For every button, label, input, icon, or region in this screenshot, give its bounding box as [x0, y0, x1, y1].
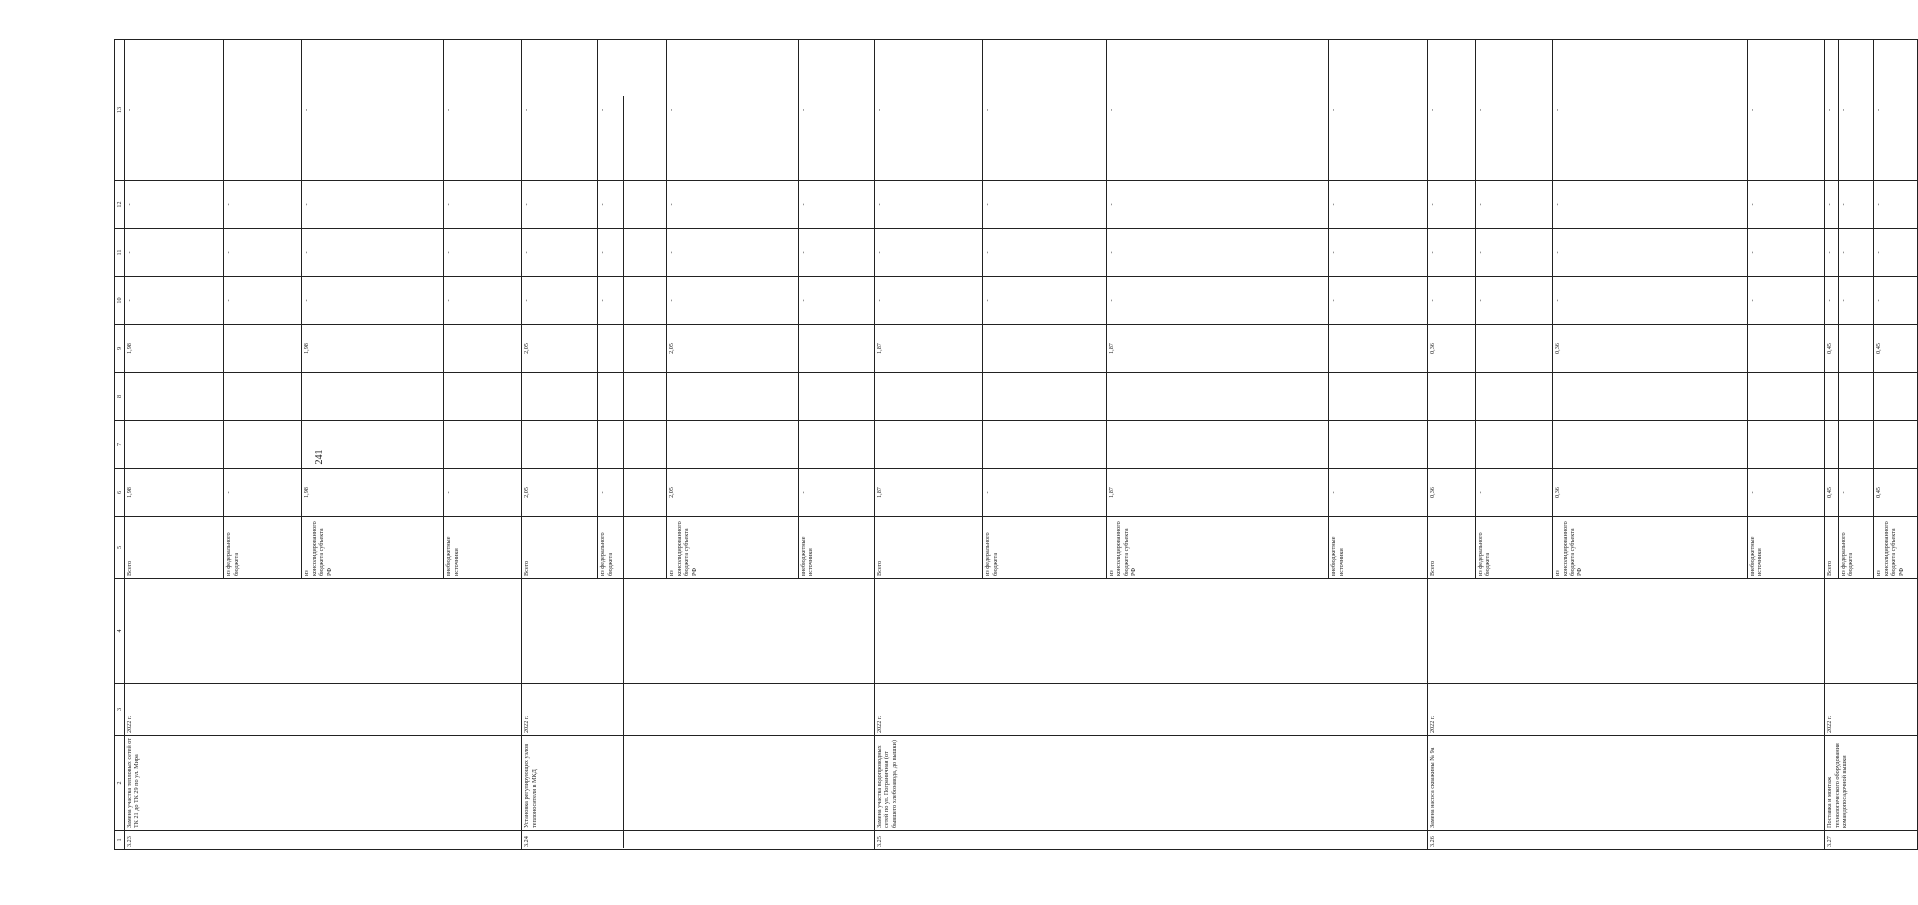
value-cell: -	[1428, 229, 1476, 277]
value-cell: 1,87	[1106, 469, 1328, 517]
value-cell: -	[798, 469, 874, 517]
value-cell	[1475, 373, 1552, 421]
value-cell: -	[874, 181, 983, 229]
value-cell: -	[598, 181, 667, 229]
funding-source: внебюджетные источники	[1747, 517, 1824, 579]
value-cell: -	[224, 469, 302, 517]
value-cell: -	[667, 277, 798, 325]
value-cell: 0,45	[1874, 469, 1917, 517]
header-row	[115, 40, 125, 850]
table-row	[1825, 40, 1839, 850]
header-cell: 5	[115, 517, 125, 579]
value-cell: -	[125, 277, 224, 325]
value-cell	[444, 325, 522, 373]
funding-source: из федерального бюджета	[1838, 517, 1873, 579]
value-cell: -	[522, 181, 598, 229]
value-cell: -	[1329, 40, 1428, 181]
value-cell	[598, 373, 667, 421]
header-cell: 10	[115, 277, 125, 325]
value-cell: -	[983, 181, 1107, 229]
value-cell	[1106, 373, 1328, 421]
item-name: Поставка и монтаж технологического оборудования командопосадочной вышки	[1825, 736, 1917, 831]
header-cell: 6	[115, 469, 125, 517]
funding-source: внебюджетные источники	[1329, 517, 1428, 579]
value-cell	[302, 373, 444, 421]
value-cell: -	[1874, 40, 1917, 181]
value-cell: -	[1747, 277, 1824, 325]
value-cell: -	[1475, 181, 1552, 229]
value-cell	[1428, 421, 1476, 469]
value-cell: -	[444, 229, 522, 277]
value-cell	[1825, 421, 1839, 469]
value-cell: -	[125, 181, 224, 229]
funding-source: из федерального бюджета	[1475, 517, 1552, 579]
value-cell: -	[444, 469, 522, 517]
value-cell	[224, 421, 302, 469]
value-cell: -	[444, 40, 522, 181]
funding-source: из консолидированного бюджета субъекта РФ	[1553, 517, 1748, 579]
value-cell	[1428, 373, 1476, 421]
value-cell: -	[1825, 181, 1839, 229]
value-cell: -	[302, 181, 444, 229]
value-cell	[1329, 325, 1428, 373]
value-cell: 0,45	[1825, 469, 1839, 517]
value-cell: 2,05	[667, 325, 798, 373]
item-empty	[1428, 579, 1825, 684]
value-cell: -	[1106, 229, 1328, 277]
value-cell	[302, 421, 444, 469]
item-empty	[1825, 579, 1917, 684]
value-cell	[1747, 373, 1824, 421]
value-cell: -	[1874, 277, 1917, 325]
value-cell	[1874, 373, 1917, 421]
value-cell: -	[983, 229, 1107, 277]
value-cell: -	[1475, 277, 1552, 325]
funding-source: внебюджетные источники	[798, 517, 874, 579]
value-cell: -	[1838, 277, 1873, 325]
value-cell	[667, 421, 798, 469]
rotated-table-wrapper	[114, 40, 1905, 850]
item-number: 3.24	[522, 831, 875, 850]
value-cell: 0,36	[1553, 325, 1748, 373]
value-cell: -	[1874, 229, 1917, 277]
value-cell: 1,98	[125, 469, 224, 517]
value-cell: -	[224, 229, 302, 277]
value-cell: -	[798, 40, 874, 181]
header-cell: 3	[115, 684, 125, 736]
value-cell: -	[667, 40, 798, 181]
value-cell: 2,05	[522, 325, 598, 373]
value-cell: -	[1475, 229, 1552, 277]
value-cell	[874, 421, 983, 469]
item-number: 3.26	[1428, 831, 1825, 850]
value-cell	[983, 325, 1107, 373]
item-number: 3.27	[1825, 831, 1917, 850]
item-name: Установка регулирующих узлов теплоносителя в МКД	[522, 736, 875, 831]
header-cell: 8	[115, 373, 125, 421]
item-year: 2022 г.	[125, 684, 522, 736]
value-cell	[598, 421, 667, 469]
value-cell: -	[224, 181, 302, 229]
table-body	[115, 40, 1918, 850]
item-name: Замена насоса скважины № 9а	[1428, 736, 1825, 831]
value-cell: -	[125, 229, 224, 277]
value-cell	[1874, 421, 1917, 469]
value-cell: 1,87	[1106, 325, 1328, 373]
value-cell	[1838, 325, 1873, 373]
value-cell: -	[874, 229, 983, 277]
value-cell: 0,36	[1428, 469, 1476, 517]
value-cell	[1747, 325, 1824, 373]
value-cell: -	[1428, 277, 1476, 325]
value-cell: -	[1106, 40, 1328, 181]
value-cell: -	[444, 277, 522, 325]
value-cell: -	[798, 229, 874, 277]
value-cell	[798, 325, 874, 373]
funding-source: из консолидированного бюджета субъекта РФ	[302, 517, 444, 579]
item-name: Замена участка водопроводных сетей по ул. Пограничная (от бывшего хлебозавода, до вышки)	[874, 736, 1427, 831]
value-cell: -	[1825, 40, 1839, 181]
value-cell: -	[983, 277, 1107, 325]
value-cell: -	[798, 181, 874, 229]
value-cell	[224, 373, 302, 421]
value-cell	[125, 421, 224, 469]
value-cell: 0,45	[1825, 325, 1839, 373]
header-cell: 11	[115, 229, 125, 277]
value-cell: -	[1747, 40, 1824, 181]
value-cell: -	[1428, 40, 1476, 181]
value-cell: -	[1428, 181, 1476, 229]
value-cell: -	[1329, 229, 1428, 277]
value-cell: -	[1475, 40, 1552, 181]
value-cell: -	[302, 40, 444, 181]
value-cell: -	[1553, 229, 1748, 277]
header-cell: 13	[115, 40, 125, 181]
funding-source: Всего	[1825, 517, 1839, 579]
value-cell	[798, 373, 874, 421]
item-year: 2022 г.	[522, 684, 875, 736]
value-cell	[1838, 373, 1873, 421]
funding-source: из федерального бюджета	[224, 517, 302, 579]
value-cell: -	[1825, 229, 1839, 277]
funding-source: из консолидированного бюджета субъекта РФ	[1106, 517, 1328, 579]
page-number: 241	[314, 449, 325, 465]
value-cell: 2,05	[667, 469, 798, 517]
value-cell: -	[1106, 181, 1328, 229]
item-year: 2022 г.	[874, 684, 1427, 736]
value-cell	[1106, 421, 1328, 469]
value-cell: -	[598, 229, 667, 277]
value-cell: -	[667, 229, 798, 277]
table-row	[522, 40, 598, 850]
funding-source: Всего	[1428, 517, 1476, 579]
funding-source: из федерального бюджета	[598, 517, 667, 579]
value-cell: -	[598, 40, 667, 181]
item-number: 3.23	[125, 831, 522, 850]
item-empty	[874, 579, 1427, 684]
value-cell: -	[798, 277, 874, 325]
value-cell	[1747, 421, 1824, 469]
value-cell: 0,36	[1553, 469, 1748, 517]
investment-table	[114, 39, 1918, 850]
value-cell: -	[1553, 181, 1748, 229]
table-row	[1428, 40, 1476, 850]
header-cell: 9	[115, 325, 125, 373]
value-cell: -	[302, 277, 444, 325]
value-cell: -	[1106, 277, 1328, 325]
value-cell	[444, 421, 522, 469]
item-empty	[125, 579, 522, 684]
value-cell: -	[224, 277, 302, 325]
value-cell: -	[522, 229, 598, 277]
value-cell: -	[1329, 181, 1428, 229]
value-cell: 1,98	[302, 469, 444, 517]
value-cell: -	[1747, 469, 1824, 517]
value-cell: -	[1553, 40, 1748, 181]
value-cell	[1329, 421, 1428, 469]
value-cell	[1475, 421, 1552, 469]
value-cell: -	[1329, 277, 1428, 325]
value-cell: 0,36	[1428, 325, 1476, 373]
funding-source: из консолидированного бюджета субъекта РФ	[667, 517, 798, 579]
value-cell: 1,87	[874, 325, 983, 373]
value-cell: -	[1838, 40, 1873, 181]
item-number: 3.25	[874, 831, 1427, 850]
value-cell	[444, 373, 522, 421]
value-cell	[1838, 421, 1873, 469]
value-cell	[1329, 373, 1428, 421]
value-cell	[1475, 325, 1552, 373]
item-year: 2022 г.	[1825, 684, 1917, 736]
value-cell: -	[522, 40, 598, 181]
value-cell	[798, 421, 874, 469]
value-cell	[125, 373, 224, 421]
value-cell: -	[302, 229, 444, 277]
value-cell	[874, 373, 983, 421]
item-empty	[522, 579, 875, 684]
header-cell: 7	[115, 421, 125, 469]
value-cell: -	[1475, 469, 1552, 517]
funding-source: внебюджетные источники	[444, 517, 522, 579]
value-cell: 1,87	[874, 469, 983, 517]
value-cell: -	[1838, 229, 1873, 277]
table-row	[125, 40, 224, 850]
funding-source: из консолидированного бюджета субъекта РФ	[1874, 517, 1917, 579]
funding-source: из федерального бюджета	[983, 517, 1107, 579]
value-cell	[224, 40, 302, 181]
value-cell: -	[1838, 181, 1873, 229]
value-cell: -	[874, 277, 983, 325]
item-year: 2022 г.	[1428, 684, 1825, 736]
value-cell: -	[983, 40, 1107, 181]
funding-source: Всего	[522, 517, 598, 579]
header-cell: 12	[115, 181, 125, 229]
value-cell: 1,98	[125, 325, 224, 373]
value-cell: -	[983, 469, 1107, 517]
table-row	[874, 40, 983, 850]
value-cell	[224, 325, 302, 373]
header-cell: 4	[115, 579, 125, 684]
value-cell: -	[598, 277, 667, 325]
value-cell: -	[1825, 277, 1839, 325]
value-cell: 2,05	[522, 469, 598, 517]
value-cell	[983, 421, 1107, 469]
funding-source: Всего	[125, 517, 224, 579]
item-name: Замена участка тепловых сетей от ТК 21 до ТК 29 по ул. Мира	[125, 736, 522, 831]
header-cell: 1	[115, 831, 125, 850]
funding-source: Всего	[874, 517, 983, 579]
value-cell	[522, 421, 598, 469]
header-cell: 2	[115, 736, 125, 831]
value-cell: -	[1874, 181, 1917, 229]
value-cell: -	[1838, 469, 1873, 517]
value-cell	[1825, 373, 1839, 421]
value-cell: 0,45	[1874, 325, 1917, 373]
value-cell	[598, 325, 667, 373]
value-cell: -	[1329, 469, 1428, 517]
value-cell	[522, 373, 598, 421]
value-cell: 1,98	[302, 325, 444, 373]
value-cell: -	[522, 277, 598, 325]
value-cell: -	[1747, 229, 1824, 277]
value-cell: -	[598, 469, 667, 517]
value-cell	[667, 373, 798, 421]
value-cell	[1553, 373, 1748, 421]
value-cell	[1553, 421, 1748, 469]
value-cell: -	[1747, 181, 1824, 229]
value-cell: -	[125, 40, 224, 181]
value-cell: -	[874, 40, 983, 181]
value-cell: -	[1553, 277, 1748, 325]
value-cell	[983, 373, 1107, 421]
value-cell: -	[444, 181, 522, 229]
value-cell: -	[667, 181, 798, 229]
